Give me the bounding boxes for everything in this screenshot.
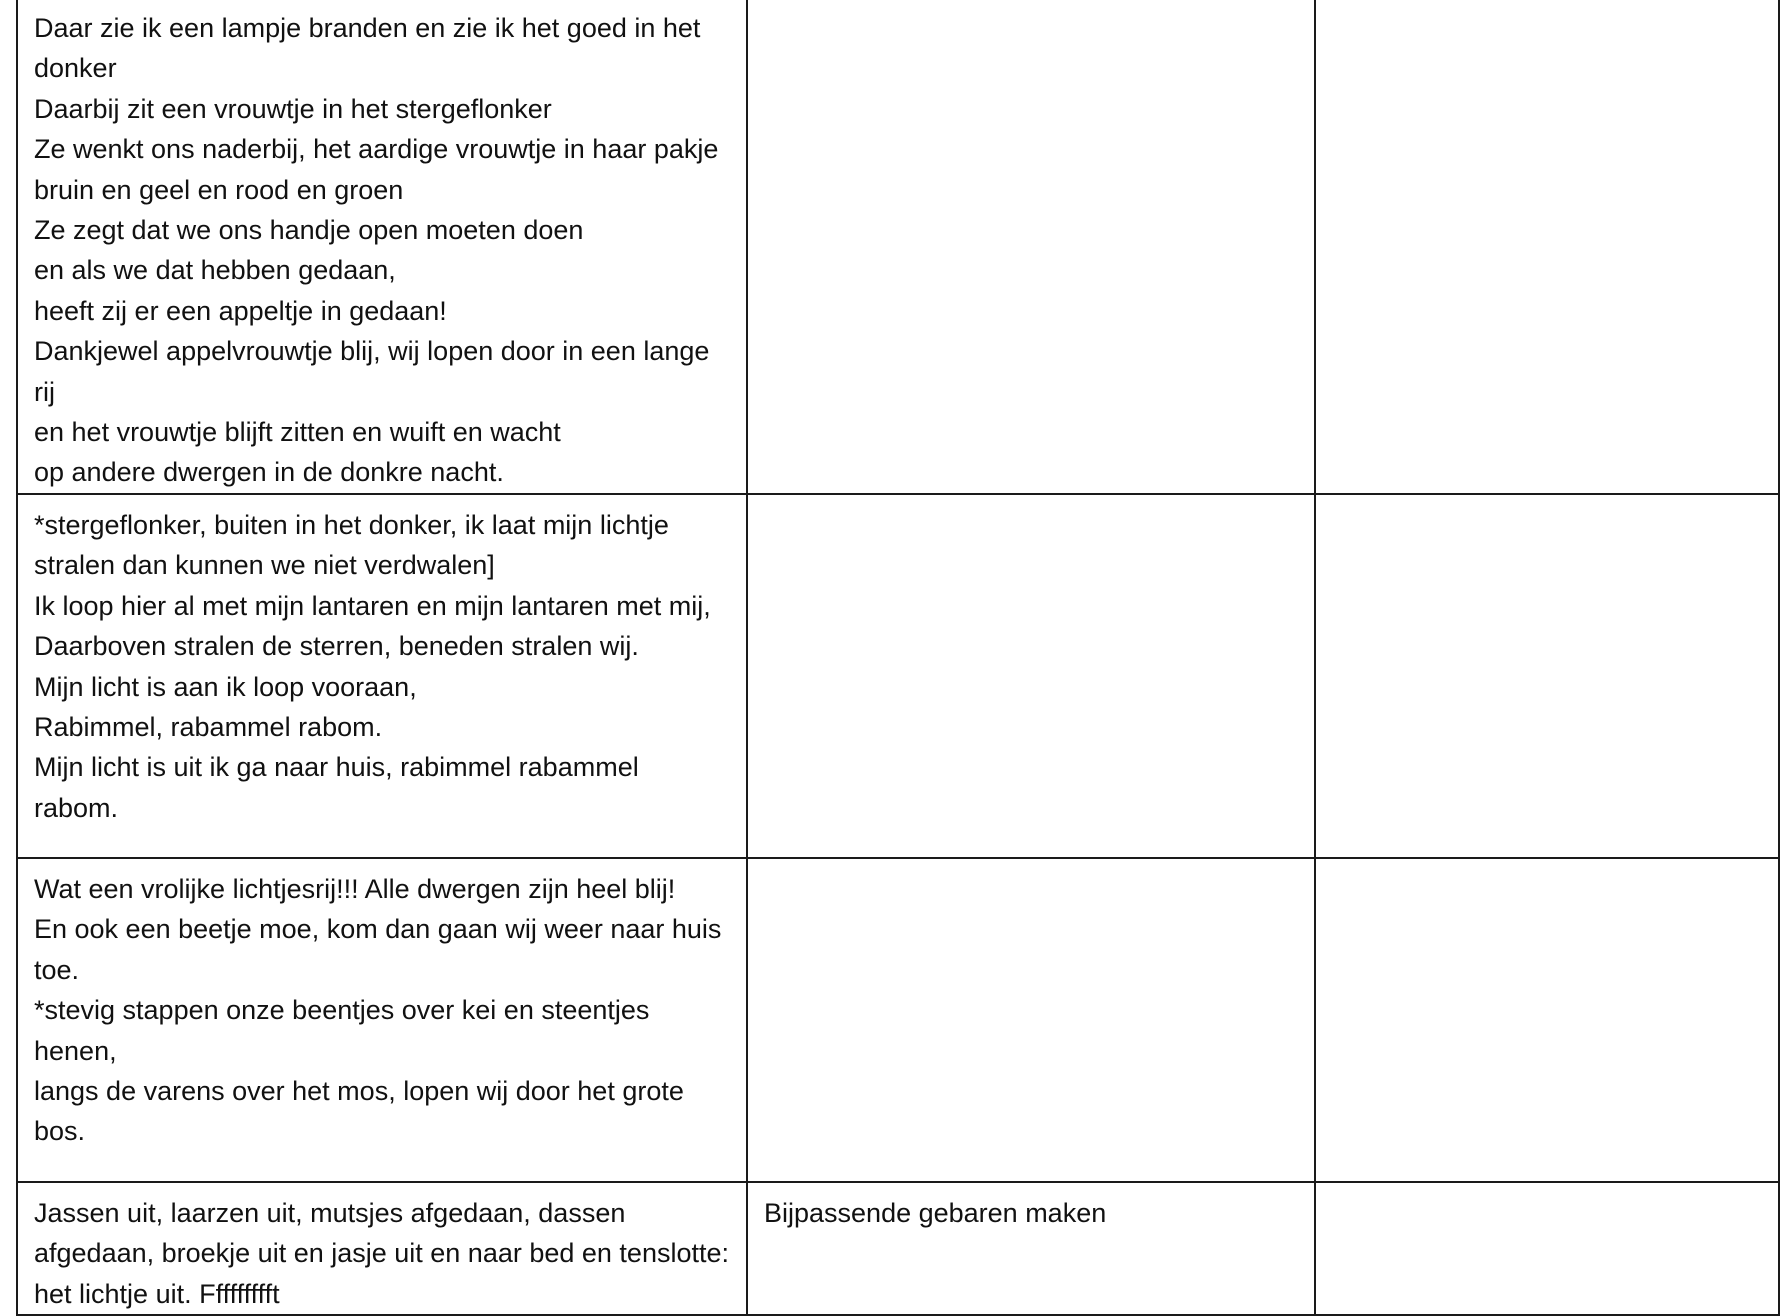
notes-cell	[1315, 494, 1779, 858]
lyrics-line: Daar zie ik een lampje branden en zie ik het goed in het donker	[34, 13, 701, 84]
instructions-cell	[747, 858, 1315, 1182]
table-row	[17, 494, 1779, 858]
lyrics-line: Ik loop hier al met mijn lantaren en mijn lantaren met mij,	[34, 590, 711, 621]
notes-cell	[1315, 858, 1779, 1182]
lyrics-line: Dankjewel appelvrouwtje blij, wij lopen door in een lange rij	[34, 336, 710, 407]
lyrics-cell	[17, 0, 747, 494]
lyrics-line: Ze zegt dat we ons handje open moeten doen	[34, 215, 584, 246]
table-row	[17, 1182, 1779, 1315]
lyrics-line: *stevig stappen onze beentjes over kei en steentjes henen,	[34, 995, 650, 1066]
lyrics-cell	[17, 494, 747, 858]
lyrics-line: Wat een vrolijke lichtjesrij!!! Alle dwergen zijn heel blij!	[34, 873, 676, 904]
lyrics-line: Daarboven stralen de sterren, beneden stralen wij.	[34, 631, 639, 662]
instructions-cell	[747, 0, 1315, 494]
lyrics-line: Ze wenkt ons naderbij, het aardige vrouwtje in haar pakje bruin en geel en rood en groen	[34, 134, 719, 205]
lyrics-line: *stergeflonker, buiten in het donker, ik laat mijn lichtje stralen dan kunnen we niet verdwalen]	[34, 509, 669, 581]
notes-cell	[1315, 0, 1779, 494]
lyrics-line: heeft zij er een appeltje in gedaan!	[34, 295, 447, 326]
lyrics-table	[16, 0, 1780, 1316]
table-row	[17, 0, 1779, 494]
lyrics-line: En ook een beetje moe, kom dan gaan wij weer naar huis toe.	[34, 914, 722, 985]
instructions-cell	[747, 494, 1315, 858]
notes-cell	[1315, 1182, 1779, 1315]
lyrics-line: op andere dwergen in de donkre nacht.	[34, 457, 504, 488]
instructions-cell: Bijpassende gebaren maken	[747, 1182, 1315, 1315]
lyrics-line: Jassen uit, laarzen uit, mutsjes afgedaan, dassen afgedaan, broekje uit en jasje uit en naar bed en tenslotte: het lichtje uit. Ffffffffft	[34, 1197, 729, 1309]
table-row	[17, 858, 1779, 1182]
lyrics-line: Mijn licht is uit ik ga naar huis, rabimmel rabammel rabom.	[34, 752, 639, 823]
lyrics-cell	[17, 858, 747, 1182]
lyrics-line: Rabimmel, rabammel rabom.	[34, 711, 383, 742]
lyrics-line: Mijn licht is aan ik loop vooraan,	[34, 671, 417, 702]
lyrics-cell	[17, 1182, 747, 1315]
lyrics-line: langs de varens over het mos, lopen wij door het grote bos.	[34, 1075, 684, 1147]
lyrics-line: en als we dat hebben gedaan,	[34, 255, 396, 286]
lyrics-line: en het vrouwtje blijft zitten en wuift en wacht	[34, 417, 561, 448]
lyrics-line: Daarbij zit een vrouwtje in het stergeflonker	[34, 93, 552, 124]
